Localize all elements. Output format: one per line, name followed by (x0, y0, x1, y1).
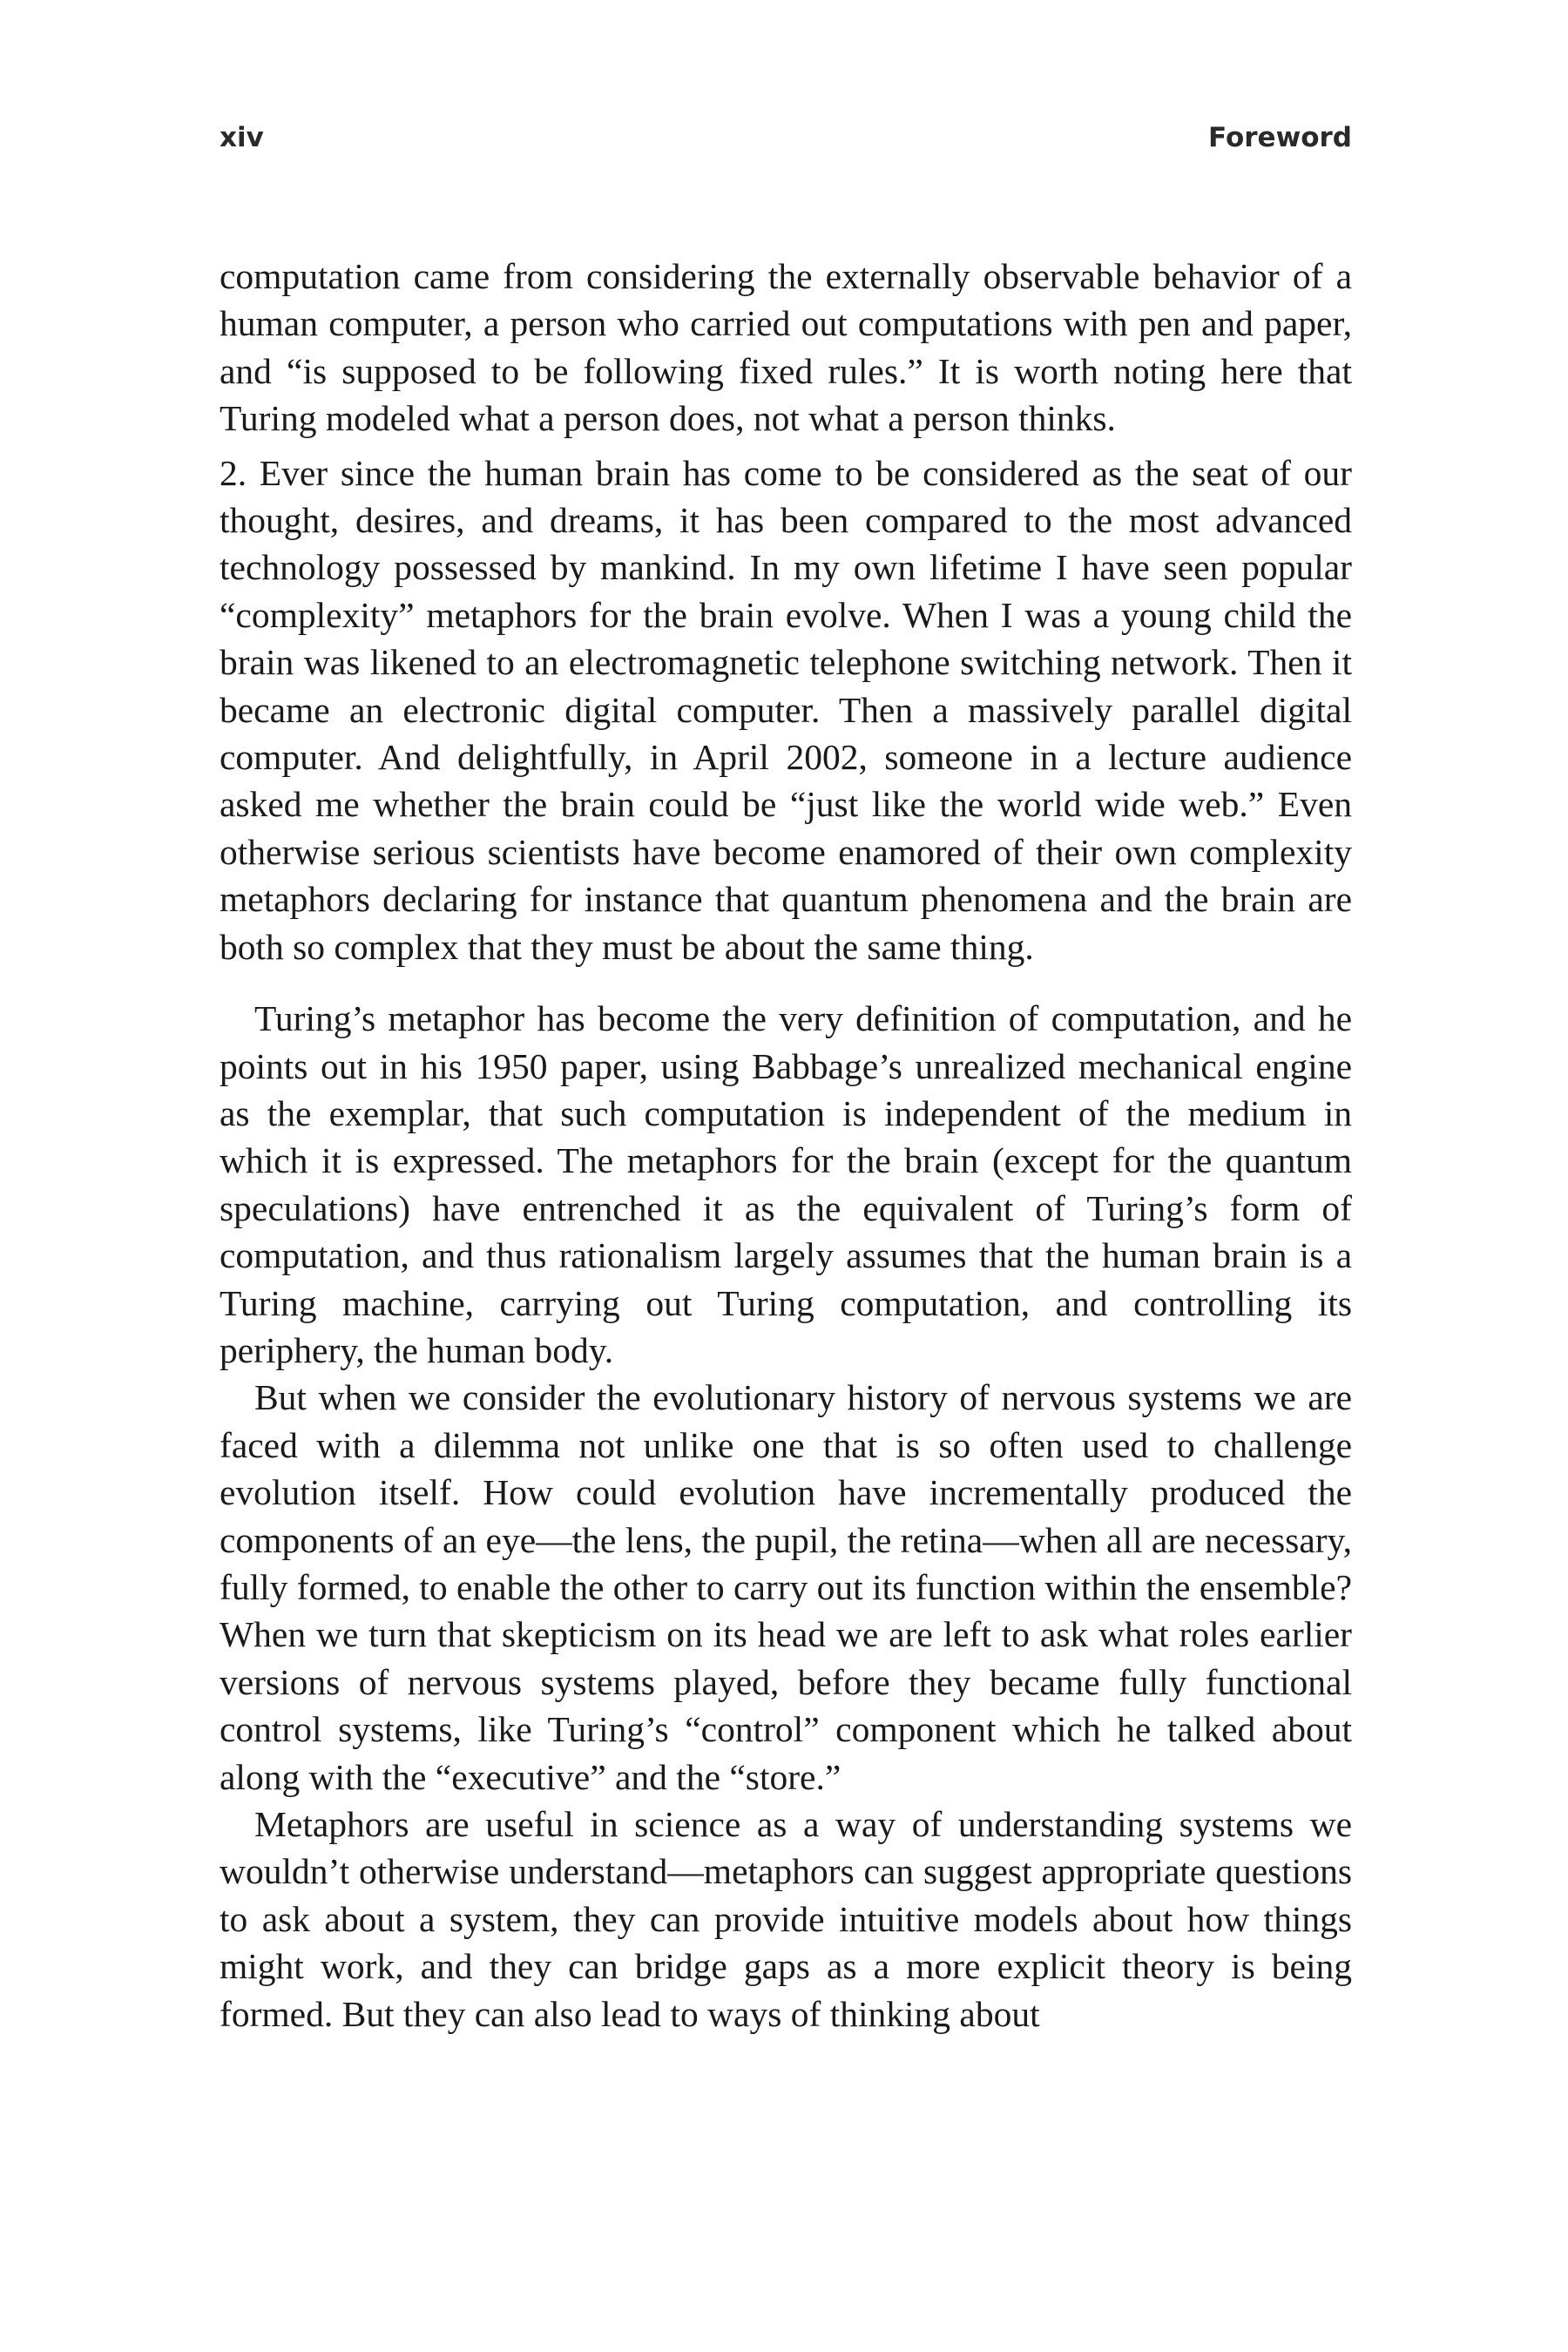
footnote-continuation: computation came from considering the externally observable behavior of a human computer, a person who carried out computations with pen and paper, and “is supposed to be following fixed rules.” It is worth noting here that Turing modeled what a person does, not what a person thinks. (220, 256, 1352, 439)
body-paragraph: Metaphors are useful in science as a way of understanding systems we wouldn’t otherwise understand—metaphors can suggest appropriate questions to ask about a system, they can provide intuitive models about how things might work, and they can bridge gaps as a more explicit theory is being formed. But they can also lead to ways of thinking about (220, 1804, 1352, 2034)
chapter-title: Foreword (1208, 122, 1352, 153)
footnote-2: 2. Ever since the human brain has come to be considered as the seat of our thought, desires, and dreams, it has been compared to the most advanced technology possessed by mankind. In my own lifetime I have seen popular “complexity” metaphors for the brain evolve. When I was a young child the brain was likened to an electromagnetic telephone switching network. Then it became an electronic digital computer. Then a massively parallel digital computer. And delightfully, in April 2002, someone in a lecture audience asked me whether the brain could be “just like the world wide web.” Even otherwise serious scientists have become enamored of their own complexity metaphors declaring for instance that quantum phenomena and the brain are both so complex that they must be about the same thing. (220, 452, 1352, 967)
running-head (220, 122, 1352, 160)
page-body (220, 253, 1352, 2038)
body-paragraph: But when we consider the evolutionary history of nervous systems we are faced with a dilemma not unlike one that is so often used to challenge evolution itself. How could evolution have incrementally produced the components of an eye—the lens, the pupil, the retina—when all are necessary, fully formed, to enable the other to carry out its function within the ensemble? When we turn that skepticism on its head we are left to ask what roles earlier versions of nervous systems played, before they became fully functional control systems, like Turing’s “control” component which he talked about along with the “executive” and the “store.” (220, 1377, 1352, 1797)
body-paragraph: Turing’s metaphor has become the very definition of computation, and he points out in his 1950 paper, using Babbage’s unrealized mechanical engine as the exemplar, that such computation is independent of the medium in which it is expressed. The metaphors for the brain (except for the quantum speculations) have entrenched it as the equivalent of Turing’s form of computation, and thus rationalism largely assumes that the human brain is a Turing machine, carrying out Turing computation, and controlling its periphery, the human body. (220, 998, 1352, 1370)
page-number: xiv (220, 122, 264, 153)
